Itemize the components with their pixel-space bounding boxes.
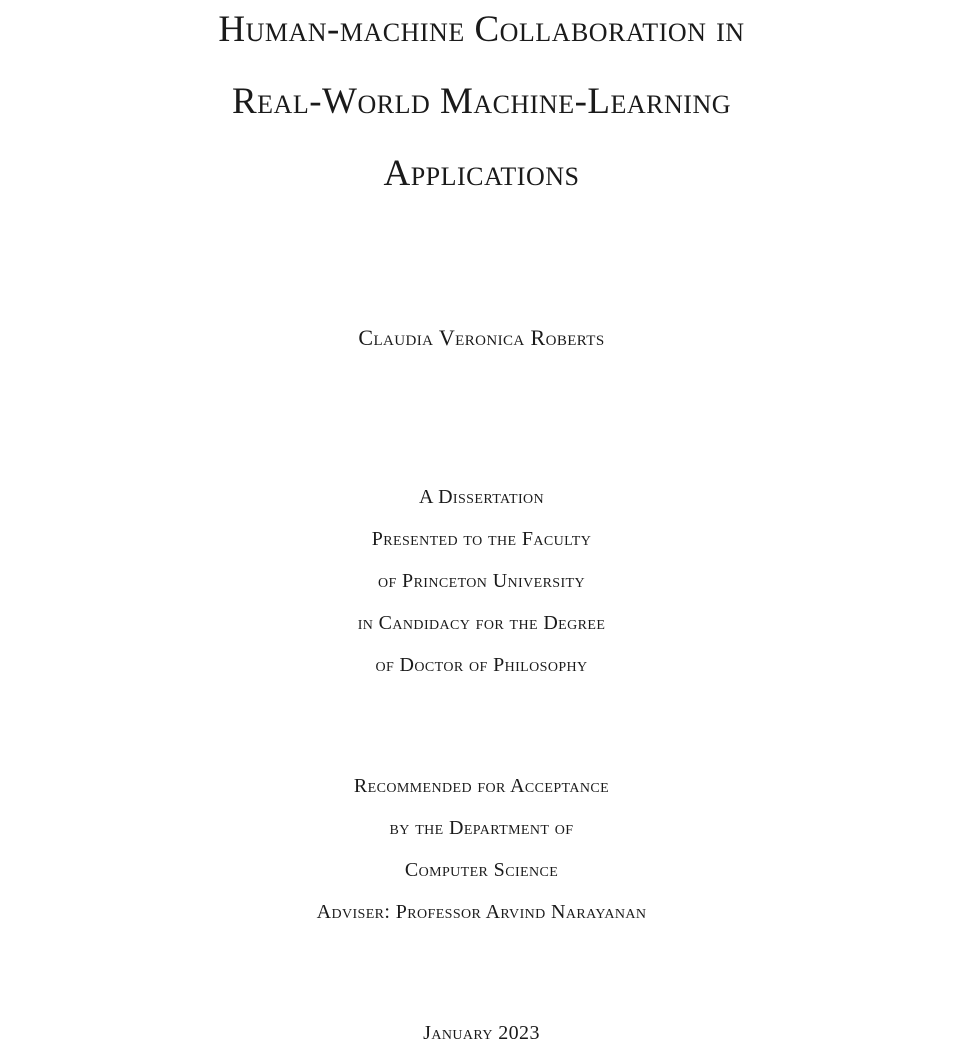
dissertation-line-4: in Candidacy for the Degree	[357, 612, 606, 634]
adviser-line: Adviser: Professor Arvind Narayanan	[316, 901, 647, 923]
title-line-1: Human-machine Collaboration in	[218, 9, 745, 50]
title-line-3: Applications	[383, 153, 580, 194]
dissertation-line-2: Presented to the Faculty	[371, 528, 592, 550]
author-name: Claudia Veronica Roberts	[358, 325, 605, 350]
recommendation-line-3: Computer Science	[404, 859, 559, 881]
dissertation-line-1: A Dissertation	[418, 486, 545, 508]
recommendation-line-1: Recommended for Acceptance	[353, 775, 610, 797]
title-line-2: Real-World Machine-Learning	[231, 81, 731, 122]
dissertation-line-3: of Princeton University	[377, 570, 586, 592]
recommendation-line-2: by the Department of	[389, 817, 574, 839]
dissertation-line-5: of Doctor of Philosophy	[375, 654, 588, 676]
submission-date: January 2023	[423, 1022, 540, 1044]
